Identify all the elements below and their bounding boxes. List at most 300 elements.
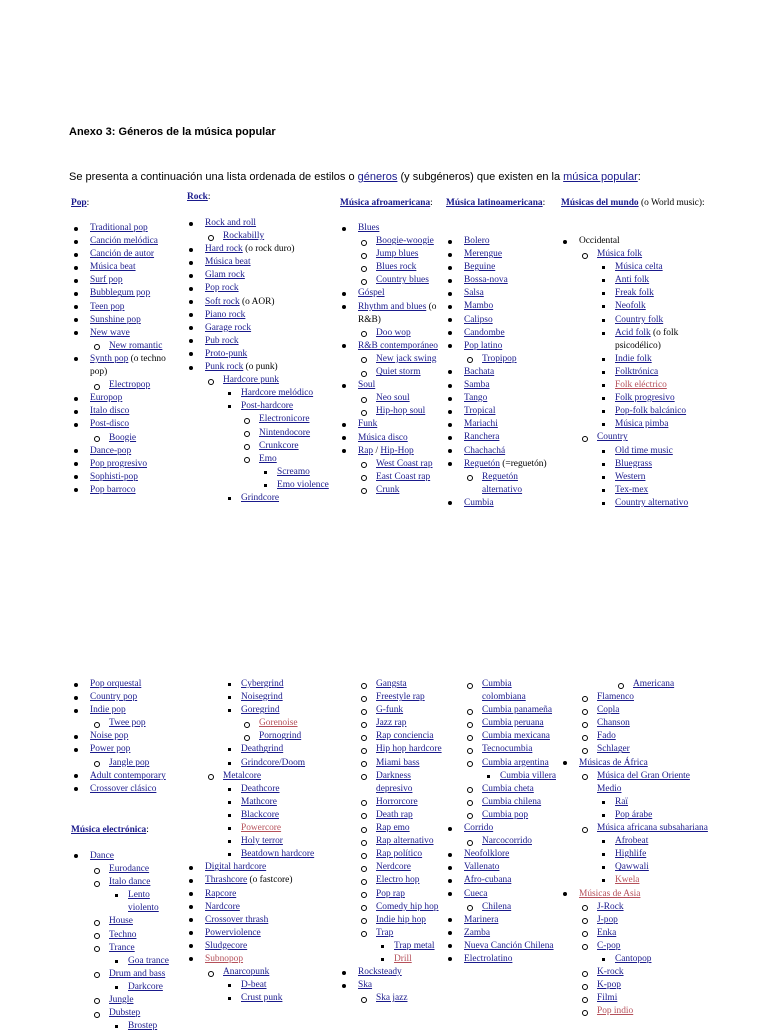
genre-link-tropipop[interactable]: Tropipop xyxy=(482,353,517,364)
genre-link-grindcore-doom[interactable]: Grindcore/Doom xyxy=(241,757,306,768)
column-header-pop xyxy=(71,197,181,210)
genre-link-rai[interactable]: Raï xyxy=(615,796,629,807)
genre-link-rocksteady[interactable]: Rocksteady xyxy=(358,967,402,978)
list-item xyxy=(597,431,711,444)
section-header-musica-latinoamericana[interactable]: Música latinoamericana xyxy=(446,198,543,208)
genre-link-dance[interactable]: Dance xyxy=(90,850,114,861)
genre-link-cumbia-villera[interactable]: Cumbia villera xyxy=(500,770,556,781)
genre-link-schlager[interactable]: Schlager xyxy=(597,744,630,755)
genre-link-pop-progresivo[interactable]: Pop progresivo xyxy=(90,458,148,469)
genre-link-kwela[interactable]: Kwela xyxy=(615,875,640,886)
genre-link-noise-pop[interactable]: Noise pop xyxy=(90,731,129,742)
genre-link-adult-contemporary[interactable]: Adult contemporary xyxy=(90,770,166,781)
genre-link-hard-rock[interactable]: Hard rock xyxy=(205,244,243,255)
genre-link-rap-politico[interactable]: Rap político xyxy=(376,849,423,860)
list-item xyxy=(597,927,711,940)
genre-link-k-rock[interactable]: K-rock xyxy=(597,967,624,978)
genre-link-nintendocore[interactable]: Nintendocore xyxy=(259,427,311,438)
genre-link-tango[interactable]: Tango xyxy=(464,393,488,404)
genre-link-garage-rock[interactable]: Garage rock xyxy=(205,322,252,333)
genre-link-musicas-de-asia[interactable]: Músicas de Asia xyxy=(579,888,641,899)
list-item xyxy=(376,822,445,835)
genre-link-powerviolence[interactable]: Powerviolence xyxy=(205,927,261,938)
genre-link-sludgecore[interactable]: Sludgecore xyxy=(205,940,248,951)
list-item xyxy=(90,353,181,379)
genre-link-crossover-clasico[interactable]: Crossover clásico xyxy=(90,783,157,794)
list-item xyxy=(205,282,337,295)
genre-link-folktronica[interactable]: Folktrónica xyxy=(615,366,659,377)
genre-link-musicas-de-africa[interactable]: Músicas de África xyxy=(579,757,648,768)
genre-link-qawwali[interactable]: Qawwali xyxy=(615,862,649,873)
genre-link-digital-hardcore[interactable]: Digital hardcore xyxy=(205,862,267,873)
list-item xyxy=(90,418,181,431)
genre-link-new-wave[interactable]: New wave xyxy=(90,327,130,338)
genre-link-musica-del-gran-oriente-medio[interactable]: Música del Gran Oriente Medio xyxy=(597,770,690,794)
genre-link-subnopop[interactable]: Subnopop xyxy=(205,953,244,964)
genre-link-gospel[interactable]: Góspel xyxy=(358,288,385,299)
genre-link-gorenoise[interactable]: Gorenoise xyxy=(259,718,298,729)
genre-link-r-b-contemporaneo[interactable]: R&B contemporáneo xyxy=(358,340,438,351)
genre-link-old-time-music[interactable]: Old time music xyxy=(615,445,673,456)
genre-link-rhythm-and-blues[interactable]: Rhythm and blues xyxy=(358,301,427,312)
genre-link-electro-hop[interactable]: Electro hop xyxy=(376,875,420,886)
genre-link-bubblegum-pop[interactable]: Bubblegum pop xyxy=(90,288,151,299)
genre-link-mariachi[interactable]: Mariachi xyxy=(464,419,498,430)
genre-link-pop-arabe[interactable]: Pop árabe xyxy=(615,809,653,820)
section-header-row xyxy=(71,822,181,837)
genre-link-americana[interactable]: Americana xyxy=(633,679,675,689)
list-item xyxy=(205,335,337,348)
genre-link-musica-beat[interactable]: Música beat xyxy=(205,257,251,268)
genre-link-musica-africana-subsahariana[interactable]: Música africana subsahariana xyxy=(597,823,708,834)
genre-link-musica-disco[interactable]: Música disco xyxy=(358,432,408,443)
genre-link-merengue[interactable]: Merengue xyxy=(464,249,503,260)
list-item xyxy=(633,678,711,691)
genre-link-nueva-cancion-chilena[interactable]: Nueva Canción Chilena xyxy=(464,940,554,951)
list-item xyxy=(376,861,445,874)
genre-link-hip-hop-hardcore[interactable]: Hip hop hardcore xyxy=(376,744,442,755)
genre-link-country-folk[interactable]: Country folk xyxy=(615,314,664,325)
genre-link-powercore[interactable]: Powercore xyxy=(241,823,282,834)
genre-link-metalcore[interactable]: Metalcore xyxy=(223,770,261,781)
genre-link-screamo[interactable]: Screamo xyxy=(277,466,310,477)
genre-link-rap[interactable]: Rap xyxy=(358,445,374,456)
genre-note: (o AOR) xyxy=(239,296,275,307)
genre-link-acid-folk[interactable]: Acid folk xyxy=(615,327,651,338)
genre-link-hardcore-melodico[interactable]: Hardcore melódico xyxy=(241,388,314,399)
genre-note: (o R&B) xyxy=(358,301,437,325)
genre-link-indie-hip-hop[interactable]: Indie hip hop xyxy=(376,914,426,925)
genre-link-zamba[interactable]: Zamba xyxy=(464,927,491,938)
genre-link-cantopop[interactable]: Cantopop xyxy=(615,953,652,964)
list-item xyxy=(259,730,337,743)
genre-link-jangle-pop[interactable]: Jangle pop xyxy=(109,757,150,768)
genre-link-freak-folk[interactable]: Freak folk xyxy=(615,288,654,299)
list-item xyxy=(376,327,445,340)
genre-link-funk[interactable]: Funk xyxy=(358,419,378,430)
genre-link-blues[interactable]: Blues xyxy=(358,223,380,233)
list-item xyxy=(615,261,711,274)
list-item xyxy=(241,822,337,835)
genre-link-blues-rock[interactable]: Blues rock xyxy=(376,262,417,273)
genre-link-post-disco[interactable]: Post-disco xyxy=(90,419,130,430)
genre-link-indie-folk[interactable]: Indie folk xyxy=(615,353,652,364)
genre-link-cancion-melodica[interactable]: Canción melódica xyxy=(90,236,158,247)
genre-link-crunk[interactable]: Crunk xyxy=(376,484,400,495)
genre-link-traditional-pop[interactable]: Traditional pop xyxy=(90,223,148,233)
genre-link-europop[interactable]: Europop xyxy=(90,393,123,404)
genre-link-j-rock[interactable]: J-Rock xyxy=(597,901,624,912)
genre-link-bluegrass[interactable]: Bluegrass xyxy=(615,458,652,469)
genre-link-house[interactable]: House xyxy=(109,916,133,927)
genre-link-candombe[interactable]: Candombe xyxy=(464,327,505,338)
genre-link-neo-soul[interactable]: Neo soul xyxy=(376,393,410,404)
genre-link-c-pop[interactable]: C-pop xyxy=(597,940,621,951)
genre-link-beguine[interactable]: Beguine xyxy=(464,262,496,273)
genre-link-regueton-alternativo[interactable]: Reguetón alternativo xyxy=(482,471,523,495)
genre-link-lento-violento[interactable]: Lento violento xyxy=(128,890,159,914)
genre-link-soft-rock[interactable]: Soft rock xyxy=(205,296,240,307)
genre-link-pop-indio[interactable]: Pop indio xyxy=(597,1006,634,1017)
list-item xyxy=(241,387,337,400)
genre-link-thrashcore[interactable]: Thrashcore xyxy=(205,875,248,886)
genre-link-power-pop[interactable]: Power pop xyxy=(90,744,131,755)
list-item xyxy=(464,848,556,861)
genre-link-occidental: Occidental xyxy=(579,236,620,246)
genre-link-grindcore[interactable]: Grindcore xyxy=(241,492,280,503)
list-item xyxy=(615,874,711,887)
genre-link-nardcore[interactable]: Nardcore xyxy=(205,901,240,912)
genre-link-mambo[interactable]: Mambo xyxy=(464,301,494,312)
list-item xyxy=(241,848,337,861)
genre-link-pornogrind[interactable]: Pornogrind xyxy=(259,731,302,742)
list-item xyxy=(90,770,181,783)
section-header-pop[interactable]: Pop xyxy=(71,198,87,208)
genre-link-musica-celta[interactable]: Música celta xyxy=(615,262,663,273)
header-suffix: (o World music): xyxy=(638,198,705,208)
list-item xyxy=(615,471,711,484)
genre-link-teen-pop[interactable]: Teen pop xyxy=(90,301,125,312)
genre-link-cueca[interactable]: Cueca xyxy=(464,888,488,899)
list-item xyxy=(615,861,711,874)
genre-link-cumbia-panamena[interactable]: Cumbia panameña xyxy=(482,705,553,716)
genre-link-bossa-nova[interactable]: Bossa-nova xyxy=(464,275,508,286)
list-item xyxy=(241,678,337,691)
section-header-musica-electronica[interactable]: Música electrónica xyxy=(71,824,147,835)
genre-link-hip-hop[interactable]: Hip-Hop xyxy=(380,445,414,456)
genre-link-darkness-depresivo[interactable]: Darkness depresivo xyxy=(376,770,413,794)
list-item xyxy=(223,230,337,243)
list-item xyxy=(500,770,556,783)
genre-link-emo-violence[interactable]: Emo violence xyxy=(277,479,329,490)
genre-link-anarcopunk[interactable]: Anarcopunk xyxy=(223,967,270,978)
list-item xyxy=(615,953,711,966)
genre-link-boogie-woogie[interactable]: Boogie-woogie xyxy=(376,236,434,247)
genre-link-anti-folk[interactable]: Anti folk xyxy=(615,275,650,286)
genre-link-bolero[interactable]: Bolero xyxy=(464,236,490,246)
genre-link-tropical[interactable]: Tropical xyxy=(464,406,496,417)
genre-link-calipso[interactable]: Calipso xyxy=(464,314,493,325)
genre-link-pop-folk-balcanico[interactable]: Pop-folk balcánico xyxy=(615,406,687,417)
genre-link-deathgrind[interactable]: Deathgrind xyxy=(241,744,284,755)
list-item xyxy=(109,876,181,889)
musica-popular-link[interactable]: música popular xyxy=(563,171,638,183)
genre-link-trap[interactable]: Trap xyxy=(376,927,394,938)
genre-link-quiet-storm[interactable]: Quiet storm xyxy=(376,367,421,378)
list-item xyxy=(376,730,445,743)
genre-link-rap-conciencia[interactable]: Rap conciencia xyxy=(376,731,434,742)
column-header-musicas-del-mundo xyxy=(561,197,711,210)
genre-link-electropop[interactable]: Electropop xyxy=(109,380,151,391)
genre-link-freestyle-rap[interactable]: Freestyle rap xyxy=(376,692,425,703)
genre-link-afro-cubana[interactable]: Afro-cubana xyxy=(464,875,512,886)
genre-link-west-coast-rap[interactable]: West Coast rap xyxy=(376,458,433,469)
genre-link-hip-hop-soul[interactable]: Hip-hop soul xyxy=(376,406,426,417)
genre-link-cumbia-cheta[interactable]: Cumbia cheta xyxy=(482,783,534,794)
list-item xyxy=(128,1020,181,1033)
genre-link-goa-trance[interactable]: Goa trance xyxy=(128,955,169,966)
genre-link-brostep[interactable]: Brostep xyxy=(128,1021,158,1032)
genre-link-glam-rock[interactable]: Glam rock xyxy=(205,270,245,281)
genre-link-chachacha[interactable]: Chachachá xyxy=(464,445,506,456)
genre-link-dubstep[interactable]: Dubstep xyxy=(109,1008,141,1019)
genre-link-nerdcore[interactable]: Nerdcore xyxy=(376,862,411,873)
list-item xyxy=(90,484,181,497)
genre-link-highlife[interactable]: Highlife xyxy=(615,849,647,860)
list-item xyxy=(241,743,337,756)
genre-link-crossover-thrash[interactable]: Crossover thrash xyxy=(205,914,269,925)
genre-link-doo-wop[interactable]: Doo wop xyxy=(376,327,411,338)
genre-link-country-pop[interactable]: Country pop xyxy=(90,692,138,703)
list-item xyxy=(597,691,711,704)
genre-link-techno[interactable]: Techno xyxy=(109,929,137,940)
genre-link-bachata[interactable]: Bachata xyxy=(464,366,495,377)
list-item xyxy=(90,445,181,458)
genre-link-neofolklore[interactable]: Neofolklore xyxy=(464,849,510,860)
genre-link-crust-punk[interactable]: Crust punk xyxy=(241,993,283,1004)
genre-link-post-hardcore[interactable]: Post-hardcore xyxy=(241,401,294,412)
genre-link-mathcore[interactable]: Mathcore xyxy=(241,796,277,807)
genre-link-new-jack-swing[interactable]: New jack swing xyxy=(376,353,437,364)
genre-link-noisegrind[interactable]: Noisegrind xyxy=(241,692,283,703)
list-item xyxy=(482,353,556,366)
genre-link-italo-disco[interactable]: Italo disco xyxy=(90,406,130,417)
list-item xyxy=(394,940,445,953)
genre-link-hardcore-punk[interactable]: Hardcore punk xyxy=(223,375,279,386)
genre-link-jungle[interactable]: Jungle xyxy=(109,994,134,1005)
genre-link-ska[interactable]: Ska xyxy=(358,980,373,991)
genre-link-ska-jazz[interactable]: Ska jazz xyxy=(376,993,408,1004)
genre-link-deathcore[interactable]: Deathcore xyxy=(241,783,280,794)
genre-link-piano-rock[interactable]: Piano rock xyxy=(205,309,246,320)
list-item xyxy=(358,966,445,979)
genre-link-musica-folk[interactable]: Música folk xyxy=(597,249,643,260)
genre-link-new-romantic[interactable]: New romantic xyxy=(109,340,163,351)
genre-link-salsa[interactable]: Salsa xyxy=(464,288,484,299)
column-header-musica-latinoamericana xyxy=(446,197,556,210)
genre-link-narcocorrido[interactable]: Narcocorrido xyxy=(482,836,532,847)
genre-link-j-pop[interactable]: J-pop xyxy=(597,914,618,925)
genre-link-holy-terror[interactable]: Holy terror xyxy=(241,836,283,847)
genre-link-neofolk[interactable]: Neofolk xyxy=(615,301,646,312)
genre-list-rock xyxy=(187,217,337,505)
genre-link-cumbia-colombiana[interactable]: Cumbia colombiana xyxy=(482,679,526,703)
genre-link-boogie[interactable]: Boogie xyxy=(109,432,137,443)
header-suffix: : xyxy=(207,192,211,202)
genre-link-cumbia-pop[interactable]: Cumbia pop xyxy=(482,809,529,820)
list-item xyxy=(615,418,711,431)
genre-link-crunkcore[interactable]: Crunkcore xyxy=(259,440,299,451)
section-header-musicas-del-mundo[interactable]: Músicas del mundo xyxy=(561,198,639,208)
genre-link-country-alternativo[interactable]: Country alternativo xyxy=(615,497,689,508)
genre-link-chilena[interactable]: Chilena xyxy=(482,901,512,912)
intro-text-2: (y subgéneros) que existen en la xyxy=(397,171,564,183)
list-item xyxy=(464,327,556,340)
genre-link-goregrind[interactable]: Goregrind xyxy=(241,705,280,716)
genre-link-sophisti-pop[interactable]: Sophisti-pop xyxy=(90,471,138,482)
list-item xyxy=(358,445,445,458)
genre-link-chanson[interactable]: Chanson xyxy=(597,718,630,729)
list-item xyxy=(482,796,556,809)
genre-link-ranchera[interactable]: Ranchera xyxy=(464,432,500,443)
genre-link-east-coast-rap[interactable]: East Coast rap xyxy=(376,471,431,482)
genre-link-emo[interactable]: Emo xyxy=(259,453,277,464)
genre-link-g-funk[interactable]: G-funk xyxy=(376,705,404,716)
genre-link-tecnocumbia[interactable]: Tecnocumbia xyxy=(482,744,533,755)
list-item xyxy=(259,440,337,453)
intro-paragraph xyxy=(69,171,641,183)
genre-link-soul[interactable]: Soul xyxy=(358,380,376,391)
genre-link-cumbia[interactable]: Cumbia xyxy=(464,497,494,508)
genre-list-musicas-del-mundo xyxy=(561,235,711,510)
genre-link-twee-pop[interactable]: Twee pop xyxy=(109,718,146,729)
list-item xyxy=(90,743,181,756)
genre-link-rockabilly[interactable]: Rockabilly xyxy=(223,231,265,242)
genre-link-jump-blues[interactable]: Jump blues xyxy=(376,249,419,260)
list-item xyxy=(464,914,556,927)
genre-link-musica-beat[interactable]: Música beat xyxy=(90,262,136,273)
genre-link-blackcore[interactable]: Blackcore xyxy=(241,809,279,820)
genre-link-cybergrind[interactable]: Cybergrind xyxy=(241,679,284,689)
genre-link-rap-alternativo[interactable]: Rap alternativo xyxy=(376,836,434,847)
genre-link-sunshine-pop[interactable]: Sunshine pop xyxy=(90,314,141,325)
genre-link-folk-electrico[interactable]: Folk eléctrico xyxy=(615,380,667,391)
genre-link-pop-latino[interactable]: Pop latino xyxy=(464,340,503,351)
list-item xyxy=(464,235,556,248)
list-item xyxy=(90,314,181,327)
list-item xyxy=(90,850,181,863)
genre-link-proto-punk[interactable]: Proto-punk xyxy=(205,348,248,359)
genre-link-cumbia-peruana[interactable]: Cumbia peruana xyxy=(482,718,544,729)
genre-link-pub-rock[interactable]: Pub rock xyxy=(205,335,239,346)
genre-link-pop-rock[interactable]: Pop rock xyxy=(205,283,239,294)
section-header-rock[interactable]: Rock xyxy=(187,192,208,202)
genre-link-d-beat[interactable]: D-beat xyxy=(241,980,267,991)
list-item xyxy=(90,678,181,691)
genre-link-vallenato[interactable]: Vallenato xyxy=(464,862,500,873)
genre-link-fado[interactable]: Fado xyxy=(597,731,616,742)
genre-link-western[interactable]: Western xyxy=(615,471,646,482)
genre-link-regueton[interactable]: Reguetón xyxy=(464,458,500,469)
genre-link-gangsta[interactable]: Gangsta xyxy=(376,679,407,689)
genre-link-synth-pop[interactable]: Synth pop xyxy=(90,353,129,364)
genre-link-afrobeat[interactable]: Afrobeat xyxy=(615,836,649,847)
genre-link-cancion-de-autor[interactable]: Canción de autor xyxy=(90,249,155,260)
genre-link-cumbia-argentina[interactable]: Cumbia argentina xyxy=(482,757,549,768)
genre-link-trap-metal[interactable]: Trap metal xyxy=(394,940,435,951)
section-header-musica-afroamericana[interactable]: Música afroamericana xyxy=(340,198,431,208)
genre-link-electronicore[interactable]: Electronicore xyxy=(259,414,310,425)
genre-link-country[interactable]: Country xyxy=(597,432,628,443)
genre-link-cumbia-chilena[interactable]: Cumbia chilena xyxy=(482,796,542,807)
genre-link-miami-bass[interactable]: Miami bass xyxy=(376,757,420,768)
genre-link-electrolatino[interactable]: Electrolatino xyxy=(464,953,513,964)
genre-link-death-rap[interactable]: Death rap xyxy=(376,809,413,820)
list-item xyxy=(376,992,445,1005)
list-item xyxy=(205,940,337,953)
genre-link-filmi[interactable]: Filmi xyxy=(597,993,618,1004)
genre-link-corrido[interactable]: Corrido xyxy=(464,823,494,834)
genre-link-k-pop[interactable]: K-pop xyxy=(597,980,621,991)
list-item xyxy=(205,322,337,335)
genre-link-eurodance[interactable]: Eurodance xyxy=(109,864,150,875)
list-item xyxy=(394,953,445,966)
genre-link-indie-pop[interactable]: Indie pop xyxy=(90,705,126,716)
genre-link-italo-dance[interactable]: Italo dance xyxy=(109,877,151,888)
genre-link-beatdown-hardcore[interactable]: Beatdown hardcore xyxy=(241,849,315,860)
list-item xyxy=(615,848,711,861)
genre-link-samba[interactable]: Samba xyxy=(464,380,490,391)
genre-link-dance-pop[interactable]: Dance-pop xyxy=(90,445,132,456)
genre-link-flamenco[interactable]: Flamenco xyxy=(597,692,634,703)
list-item xyxy=(615,314,711,327)
list-item xyxy=(90,471,181,484)
genre-link-drill[interactable]: Drill xyxy=(394,953,412,964)
list-item xyxy=(205,217,337,230)
genre-link-punk-rock[interactable]: Punk rock xyxy=(205,362,244,373)
genre-link-musica-pimba[interactable]: Música pimba xyxy=(615,419,669,430)
list-item xyxy=(482,901,556,914)
genre-link-horrorcore[interactable]: Horrorcore xyxy=(376,796,418,807)
spacer xyxy=(71,837,181,850)
genre-link-jazz-rap[interactable]: Jazz rap xyxy=(376,718,407,729)
genre-link-pop-rap[interactable]: Pop rap xyxy=(376,888,405,899)
genre-link-tex-mex[interactable]: Tex-mex xyxy=(615,484,649,495)
genre-link-comedy-hip-hop[interactable]: Comedy hip hop xyxy=(376,901,439,912)
list-item xyxy=(597,770,711,796)
list-item xyxy=(109,994,181,1007)
list-item xyxy=(90,222,181,235)
genre-link-copla[interactable]: Copla xyxy=(597,705,620,716)
genre-link-country-blues[interactable]: Country blues xyxy=(376,275,429,286)
generos-link[interactable]: géneros xyxy=(357,171,398,183)
genre-link-rapcore[interactable]: Rapcore xyxy=(205,888,237,899)
genre-link-surf-pop[interactable]: Surf pop xyxy=(90,275,123,286)
genre-link-pop-barroco[interactable]: Pop barroco xyxy=(90,484,136,495)
genre-link-enka[interactable]: Enka xyxy=(597,927,617,938)
genre-link-rap-emo[interactable]: Rap emo xyxy=(376,823,410,834)
genre-link-cumbia-mexicana[interactable]: Cumbia mexicana xyxy=(482,731,550,742)
genre-link-trance[interactable]: Trance xyxy=(109,942,135,953)
genre-link-marinera[interactable]: Marinera xyxy=(464,914,499,925)
genre-link-darkcore[interactable]: Darkcore xyxy=(128,981,163,992)
genre-link-drum-and-bass[interactable]: Drum and bass xyxy=(109,968,166,979)
genre-link-pop-orquestal[interactable]: Pop orquestal xyxy=(90,679,142,689)
list-item xyxy=(90,783,181,796)
genre-link-folk-progresivo[interactable]: Folk progresivo xyxy=(615,393,675,404)
list-item xyxy=(358,287,445,300)
genre-link-rock-and-roll[interactable]: Rock and roll xyxy=(205,218,257,228)
